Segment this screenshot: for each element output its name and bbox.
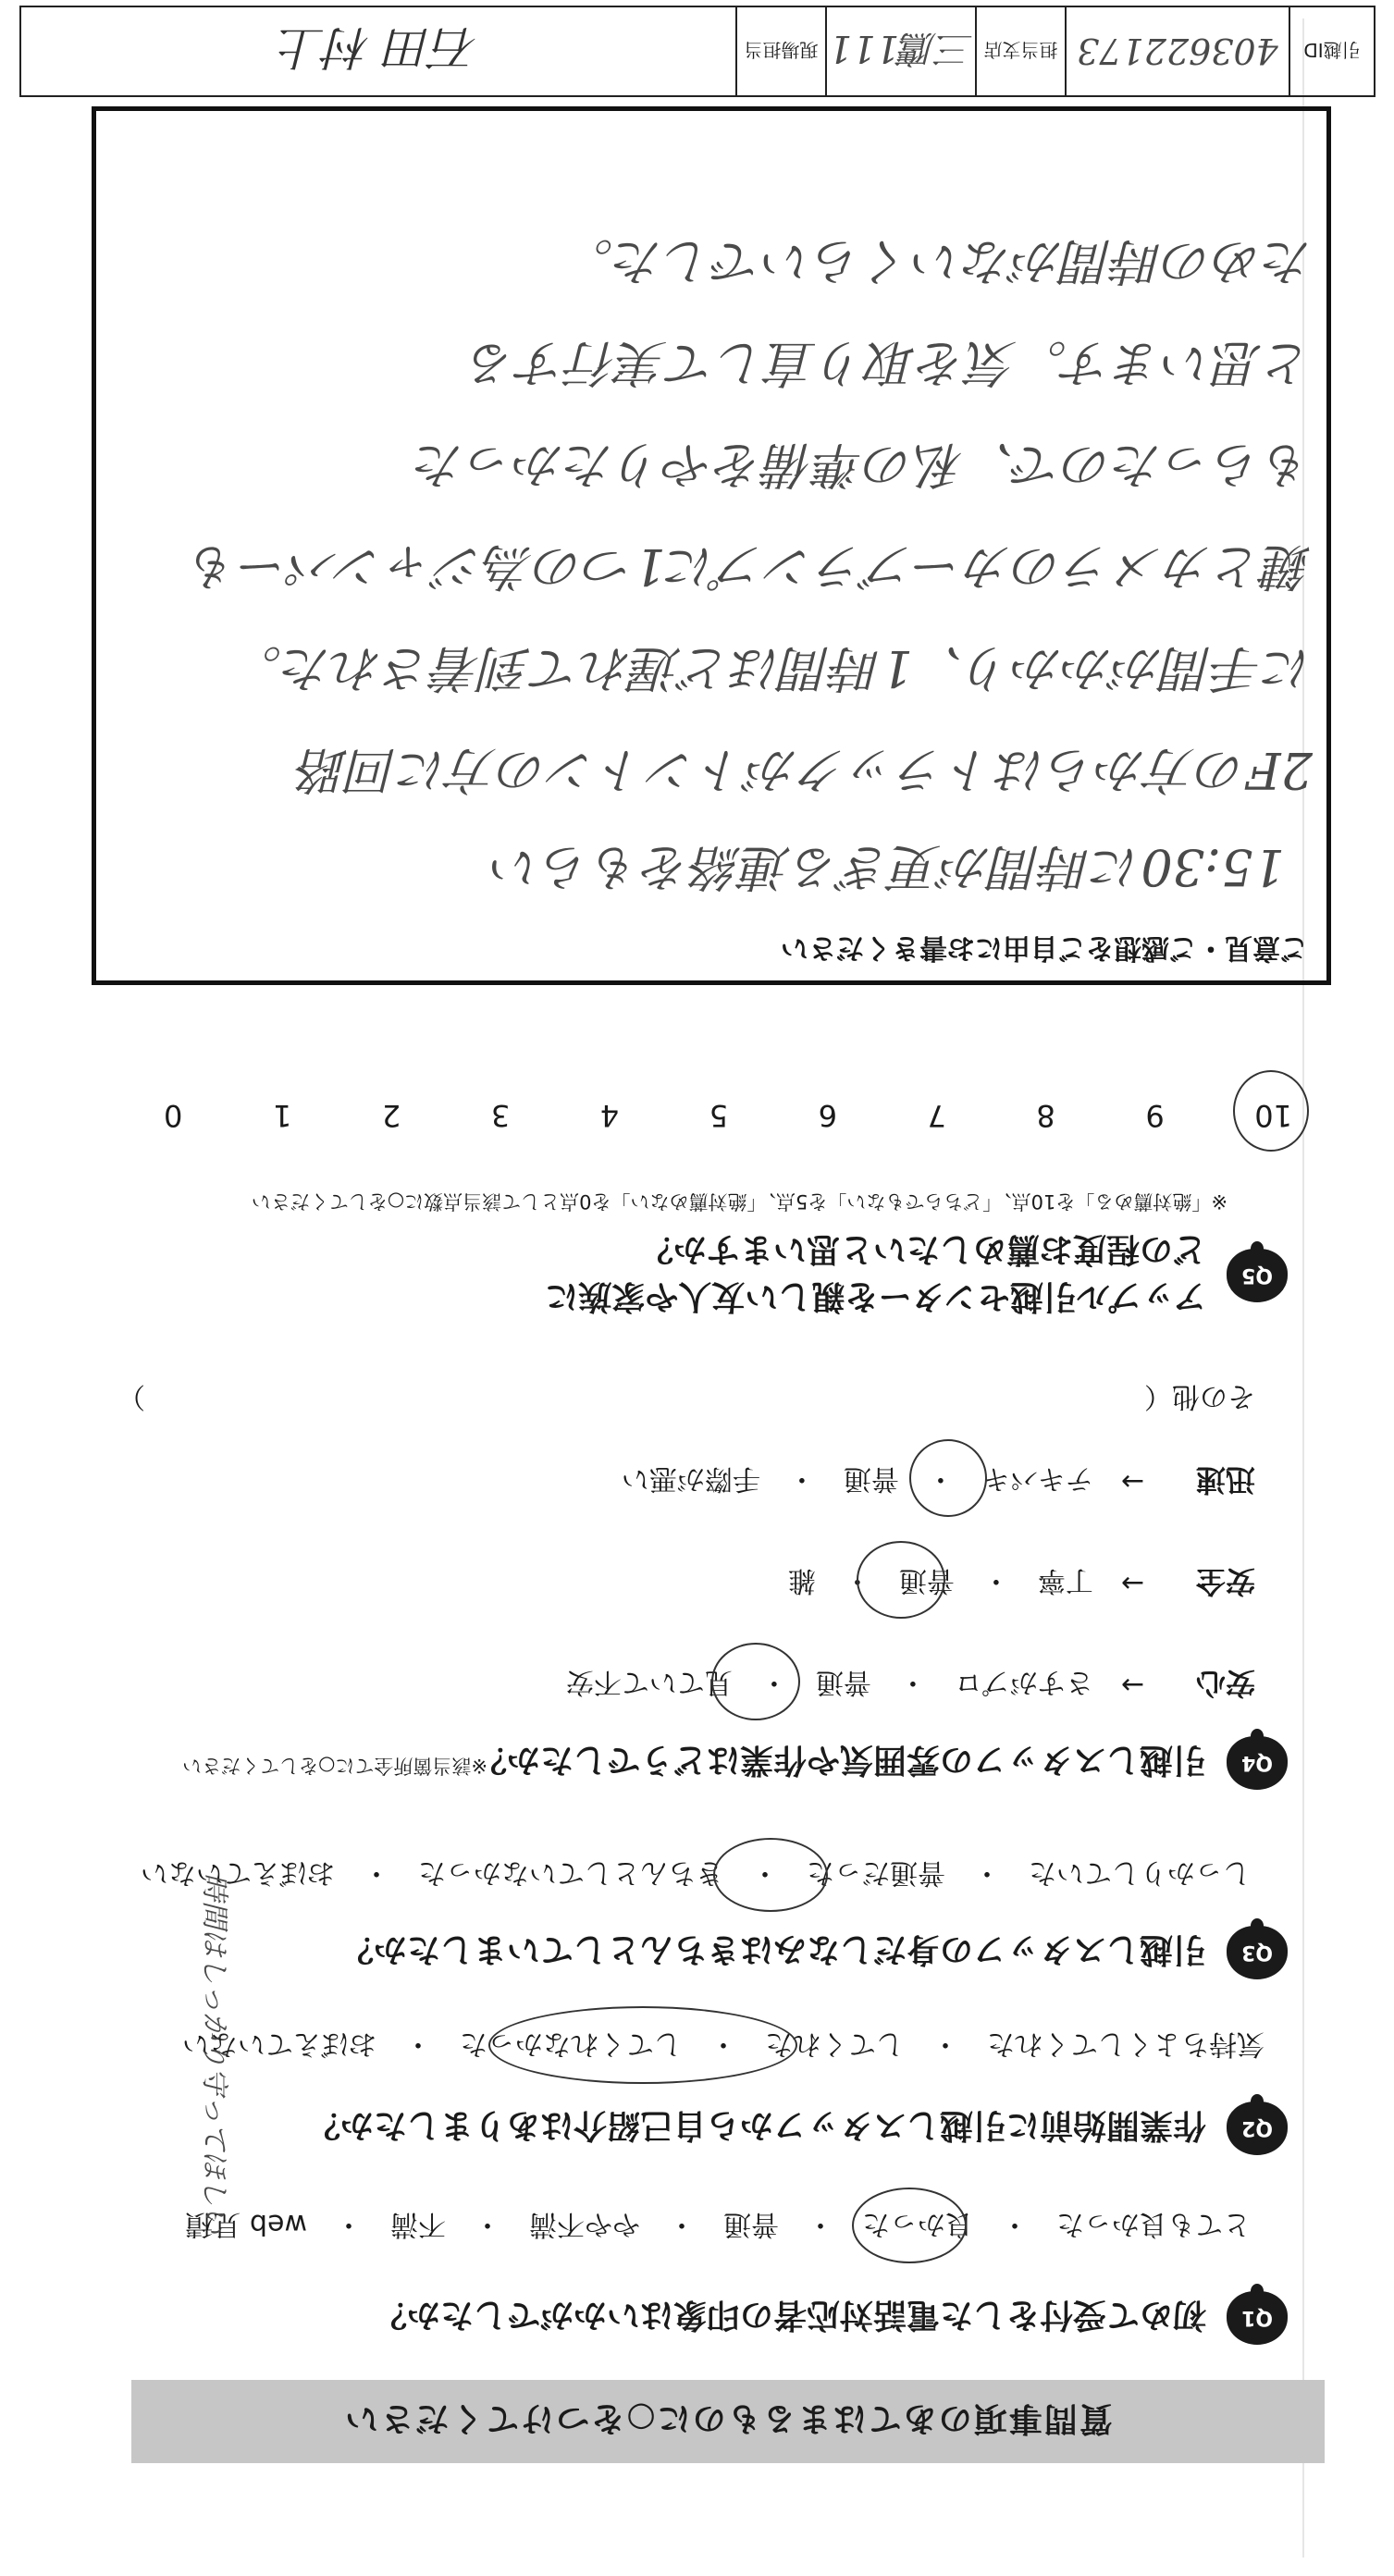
q4-row-anzen-arrow: → — [1120, 1567, 1144, 1600]
q5-score-8[interactable]: 8 — [1036, 1098, 1055, 1133]
staff-label: 現場担当 — [735, 7, 825, 95]
q5-score-0[interactable]: 0 — [164, 1098, 183, 1133]
branch-value-text: 三鷹111 — [828, 27, 974, 69]
q2-answer-circle — [488, 2006, 797, 2084]
q5-note: ※「絶対薦める」を10点、「どちらでもない」を5点、「絶対薦めない」を0点として該当点数に○をしてください — [251, 1190, 1227, 1213]
q5-answer-circle — [1233, 1070, 1309, 1152]
q2-options[interactable]: 気持ちよくしてくれた ・ してくれた ・ してくれなかった ・ おぼえていない — [182, 2028, 1264, 2060]
q4-badge: Q4 — [1227, 1736, 1288, 1790]
q3-options[interactable]: しっかりしていた ・ 普通だった ・ きちんとしていなかった ・ おぼえていない — [141, 1856, 1251, 1889]
q4-anzen-circle — [857, 1541, 945, 1619]
q5-score-6[interactable]: 6 — [818, 1098, 837, 1133]
handwritten-line-2: 2Fの方からはトラックがトントンの方に回路 — [298, 741, 1313, 799]
branch-label: 担当支店 — [975, 7, 1065, 95]
header-table — [19, 6, 1375, 97]
q5-header — [545, 1228, 1288, 1323]
q4-row-anzen-category: 安全 — [1195, 1564, 1255, 1599]
q5-score-1[interactable]: 1 — [272, 1098, 292, 1133]
q5-score-9[interactable]: 9 — [1145, 1098, 1165, 1133]
q1-options[interactable]: とても良かった ・ 良かった ・ 普通 ・ やや不満 ・ 不満 ・ web 見積 — [185, 2208, 1251, 2240]
q4-note: ※該当箇所全てに○をしてください — [182, 1755, 487, 1777]
handwritten-line-4: 鍵とカメラのカーブランプに1つの為ジャンパーも — [189, 537, 1313, 596]
handwritten-line-6: と思います。気を取り直して実行する — [467, 334, 1313, 392]
q5-score-2[interactable]: 2 — [381, 1098, 401, 1133]
q5-scale[interactable] — [164, 1098, 1292, 1133]
q5-question-line2: どの程度お薦めしたいと思いますか？ — [639, 1230, 1206, 1268]
q4-question: 引越しスタッフの雰囲気や作業はどうでしたか？ — [473, 1741, 1206, 1780]
q2-header — [307, 2101, 1288, 2155]
q1-header — [374, 2291, 1288, 2345]
handwritten-line-1: 15:30に時間が更ぎる連絡をもらい — [491, 838, 1285, 896]
id-value-text: 403622173 — [1077, 31, 1278, 72]
staff-value — [21, 7, 735, 95]
handwritten-line-3: に手間がかかり、1時間ほど遅れて到着された。 — [231, 639, 1313, 697]
q4-row-anshin[interactable] — [566, 1664, 1255, 1707]
q1-badge: Q1 — [1227, 2291, 1288, 2345]
q4-row-jinsoku-options[interactable]: テキパキ ・ 普通 ・ 手際が悪い — [621, 1462, 1093, 1495]
q4-row-jinsoku-category: 迅速 — [1195, 1462, 1255, 1498]
q4-row-anzen-options[interactable]: 丁寧 ・ 普通 ・ 雑 — [787, 1564, 1093, 1596]
q4-row-anshin-category: 安心 — [1195, 1666, 1255, 1701]
instruction-bar — [131, 2380, 1325, 2463]
q5-question — [545, 1228, 1206, 1323]
q3-header — [340, 1926, 1288, 1979]
q4-other[interactable]: その他（ ） — [117, 1380, 1255, 1412]
q4-row-anshin-arrow: → — [1120, 1669, 1144, 1702]
q3-answer-circle — [713, 1838, 828, 1912]
staff-value-text: 石田 村上 — [278, 20, 478, 75]
id-value — [1065, 7, 1289, 95]
comment-box[interactable] — [92, 106, 1331, 985]
q3-question: 引越しスタッフの身だしなみはきちんとしていましたか？ — [339, 1930, 1206, 1969]
handwritten-line-5: もらったので、私の準備をやりたかった — [414, 436, 1313, 494]
q5-question-line1: アップル引越センターを親しい友人や家族に — [545, 1277, 1206, 1315]
q4-row-anshin-options[interactable]: さすがプロ ・ 普通 ・ 見ていて不安 — [565, 1666, 1093, 1698]
margin-handwritten-note: 時間はしっかり守ってほしい — [198, 1873, 230, 2234]
q5-score-10[interactable]: 10 — [1254, 1098, 1292, 1133]
comment-label: ご意見・ご感想をご自由にお書きください — [781, 931, 1308, 964]
id-label: 引越ID — [1289, 7, 1374, 95]
branch-value — [825, 7, 975, 95]
q1-answer-circle — [852, 2188, 967, 2263]
q4-header — [474, 1736, 1288, 1790]
q4-row-jinsoku-arrow: → — [1120, 1465, 1144, 1498]
q5-score-4[interactable]: 4 — [599, 1098, 620, 1133]
q5-score-5[interactable]: 5 — [709, 1098, 729, 1133]
instruction-text: 質問事項のあてはまるものに○をつけてください — [343, 2399, 1113, 2438]
q4-jinsoku-circle — [909, 1439, 987, 1517]
q1-question: 初めて受付をした電話対応者の印象はいかがでしたか？ — [373, 2296, 1206, 2335]
q5-score-3[interactable]: 3 — [490, 1098, 511, 1133]
q4-anshin-circle — [711, 1643, 800, 1720]
q5-score-7[interactable]: 7 — [927, 1098, 946, 1133]
q2-question: 作業開始前に引越しスタッフから自己紹介はありましたか？ — [306, 2106, 1206, 2145]
q2-badge: Q2 — [1227, 2101, 1288, 2155]
q5-badge: Q5 — [1227, 1249, 1288, 1302]
handwritten-line-7: ための時間がないくらいでした。 — [563, 232, 1313, 290]
q3-badge: Q3 — [1227, 1926, 1288, 1979]
